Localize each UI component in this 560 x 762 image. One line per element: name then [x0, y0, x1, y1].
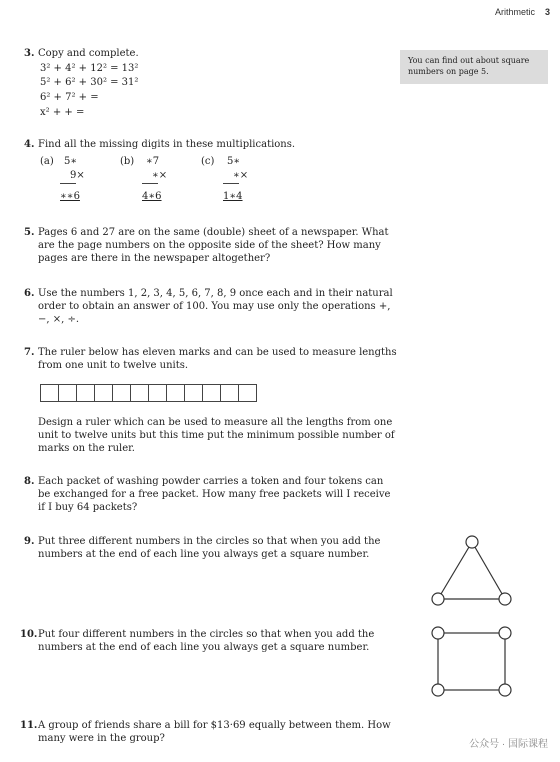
part-b-result: 4∗6: [142, 191, 162, 202]
ruler-cell: [202, 384, 221, 402]
side-note: You can find out about square numbers on page 5.: [400, 50, 548, 84]
question-number: 8.: [24, 476, 35, 487]
ruler-diagram: [40, 384, 257, 402]
triangle-diagram: [426, 530, 516, 610]
answer-circle: [499, 627, 511, 639]
question-text: Put four different numbers in the circles so that when you add the numbers at the end of each line you always get a square number.: [38, 629, 375, 653]
question-number: 6.: [24, 288, 35, 299]
ruler-cell: [148, 384, 167, 402]
question-text: Each packet of washing powder carries a token and four tokens can be exchanged for a free packet. How many free packets will I receive if I buy 64 packets?: [38, 476, 391, 513]
answer-circle: [466, 536, 478, 548]
answer-circle: [499, 684, 511, 696]
part-a-mult: 9×: [70, 170, 85, 181]
question-text: Find all the missing digits in these multiplications.: [38, 139, 296, 150]
ruler-cell: [40, 384, 59, 402]
question-7: [24, 346, 397, 371]
ruler-cell: [184, 384, 203, 402]
part-a-label: (a): [40, 156, 54, 167]
question-text: A group of friends share a bill for $13·69 equally between them. How many were in the group?: [38, 720, 391, 744]
square-diagram: [426, 623, 516, 699]
question-5: [24, 226, 389, 264]
answer-circle: [432, 684, 444, 696]
page-number: 3: [544, 7, 550, 17]
ruler-cell: [112, 384, 131, 402]
question-number: 4.: [24, 139, 35, 150]
question-number: 7.: [24, 347, 35, 358]
equation-2: 5² + 6² + 30² = 31²: [40, 77, 139, 88]
question-11: [20, 719, 391, 744]
question-number: 3.: [24, 48, 35, 59]
part-c-top: 5∗: [227, 156, 241, 167]
rule-line: [60, 183, 76, 184]
answer-circle: [432, 627, 444, 639]
part-c-result: 1∗4: [223, 191, 243, 202]
equation-4: x² + + =: [40, 107, 85, 118]
part-b-label: (b): [120, 156, 135, 167]
triangle-edge: [472, 542, 505, 599]
question-10: [20, 628, 375, 653]
rule-line: [223, 183, 239, 184]
part-a-result: ∗∗6: [60, 191, 80, 202]
running-header: [495, 7, 550, 17]
watermark: 公众号 · 国际课程: [469, 739, 548, 750]
section-title: Arithmetic: [494, 7, 535, 17]
part-a-top: 5∗: [64, 156, 78, 167]
question-text: Design a ruler which can be used to measure all the lengths from one unit to twelve units but this time put the minimum possible number of marks on the ruler.: [38, 417, 395, 454]
question-text: Copy and complete.: [38, 48, 139, 59]
question-text: Use the numbers 1, 2, 3, 4, 5, 6, 7, 8, 9 once each and in their natural order to obtain an answer of 100. You may use only the operations +, −, ×, ÷.: [38, 288, 393, 325]
question-text: The ruler below has eleven marks and can be used to measure lengths from one unit to twelve units.: [38, 347, 397, 371]
question-3: [24, 47, 139, 60]
equation-1: 3² + 4² + 12² = 13²: [40, 63, 139, 74]
part-c-mult: ∗×: [233, 170, 249, 181]
part-c-label: (c): [201, 156, 215, 167]
question-number: 10.: [20, 629, 38, 640]
part-b-mult: ∗×: [152, 170, 168, 181]
ruler-cell: [238, 384, 257, 402]
question-4: [24, 138, 296, 151]
question-number: 9.: [24, 536, 35, 547]
answer-circle: [499, 593, 511, 605]
ruler-cell: [130, 384, 149, 402]
rule-line: [142, 183, 158, 184]
triangle-edge: [438, 542, 472, 599]
ruler-cell: [220, 384, 239, 402]
ruler-cell: [166, 384, 185, 402]
question-text: Pages 6 and 27 are on the same (double) sheet of a newspaper. What are the page numbers on the opposite side of the sheet? How many pages are there in the newspaper altogether?: [38, 227, 389, 264]
ruler-cell: [58, 384, 77, 402]
question-number: 5.: [24, 227, 35, 238]
ruler-cell: [76, 384, 95, 402]
part-b-top: ∗7: [146, 156, 160, 167]
square-edges: [438, 633, 505, 690]
question-6: [24, 287, 393, 325]
question-number: 11.: [20, 720, 38, 731]
equation-3: 6² + 7² + =: [40, 92, 99, 103]
answer-circle: [432, 593, 444, 605]
question-9: [24, 535, 381, 560]
question-text: Put three different numbers in the circles so that when you add the numbers at the end of each line you always get a square number.: [38, 536, 381, 560]
question-8: [24, 475, 391, 513]
ruler-cell: [94, 384, 113, 402]
